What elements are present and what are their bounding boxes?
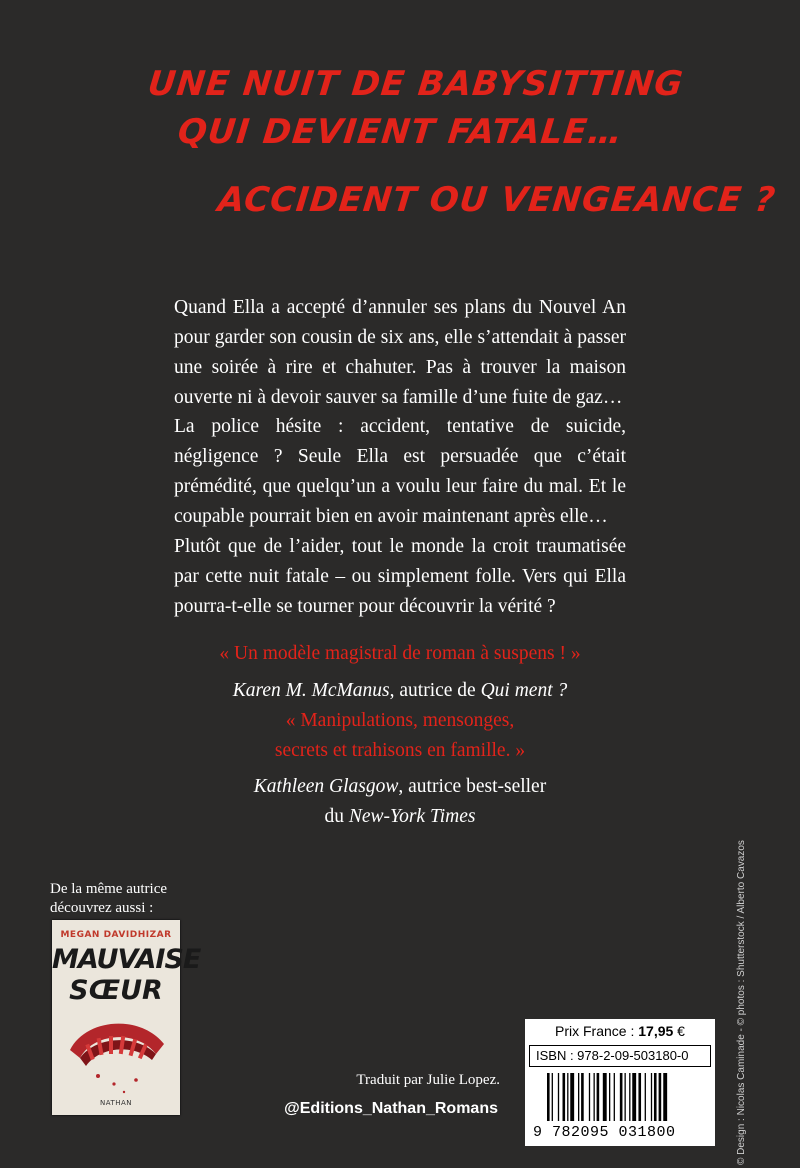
price-isbn-box: [525, 1019, 715, 1146]
review-role-1: , autrice de: [389, 680, 481, 701]
tagline-line-3: ACCIDENT OU VENGEANCE ?: [215, 180, 778, 220]
review-author-2: Kathleen Glasgow: [253, 776, 399, 797]
price-label: Prix France :: [555, 1023, 639, 1039]
review-quote-2-line-2: secrets et trahisons en famille. »: [274, 740, 526, 761]
review-author-1: Karen M. McManus: [232, 680, 390, 701]
review-work-1: Qui ment ?: [480, 680, 568, 701]
synopsis-paragraph-3: Plutôt que de l’aider, tout le monde la croit traumatisée par cette nuit fatale – ou simplement folle. Vers qui Ella pourra-t-elle se tourner pour découvrir la vérité ?: [174, 536, 626, 617]
barcode-digits: 9 782095 031800: [533, 1124, 676, 1141]
synopsis-paragraph-1: Quand Ella a accepté d’annuler ses plans du Nouvel An pour garder son cousin de six ans, elle s’attendait à passer une soirée à rire et chahuter. Pas à trouver la maison ouverte ni à devoir sauver sa famille d’une fuite de gaz…: [174, 297, 626, 408]
design-photo-credit: © Design : Nicolas Caminade - © photos : Shutterstock / Alberto Cavazos: [736, 840, 747, 1165]
review-attribution-1: [150, 676, 650, 706]
price-currency: €: [673, 1023, 685, 1039]
price-line: [525, 1023, 715, 1039]
review-quote-1: « Un modèle magistral de roman à suspens ! »: [219, 643, 581, 664]
barcode-icon: [547, 1073, 697, 1123]
synopsis-paragraph-2: La police hésite : accident, tentative de suicide, négligence ? Seule Ella est persuadée que c’était prémédité, que quelqu’un a voulu leur faire du mal. Et le coupable pourrait bien en avoir maintenant après elle…: [174, 416, 626, 527]
hair-clip-illustration: [52, 1010, 180, 1100]
also-by-author: [50, 880, 167, 918]
tagline-line-2: QUI DEVIENT FATALE…: [175, 112, 625, 152]
isbn-number: ISBN : 978-2-09-503180-0: [529, 1045, 711, 1067]
also-by-line-1: De la même autrice: [50, 881, 168, 897]
price-value: 17,95: [638, 1023, 674, 1039]
book-cover-author: MEGAN DAVIDHIZAR: [60, 930, 172, 940]
related-book-cover: [52, 920, 201, 1115]
tagline-line-1: UNE NUIT DE BABYSITTING: [145, 64, 686, 104]
review-work-2: New-York Times: [348, 806, 476, 827]
publisher-social-handle: @Editions_Nathan_Romans: [284, 1100, 498, 1117]
book-cover-title-line-2: SŒUR: [69, 975, 163, 1006]
also-by-line-2: découvrez aussi :: [50, 900, 154, 916]
book-cover-publisher: NATHAN: [99, 1099, 133, 1107]
review-role-2: , autrice best-seller: [398, 776, 547, 797]
review-quote-2: [150, 706, 650, 766]
translator-credit: Traduit par Julie Lopez.: [356, 1072, 500, 1088]
book-cover-title-line-1: MAUVAISE: [52, 944, 201, 975]
review-attribution-2: [150, 772, 650, 832]
review-prefix-2: du: [324, 806, 349, 827]
review-quote-2-line-1: « Manipulations, mensonges,: [285, 710, 515, 731]
